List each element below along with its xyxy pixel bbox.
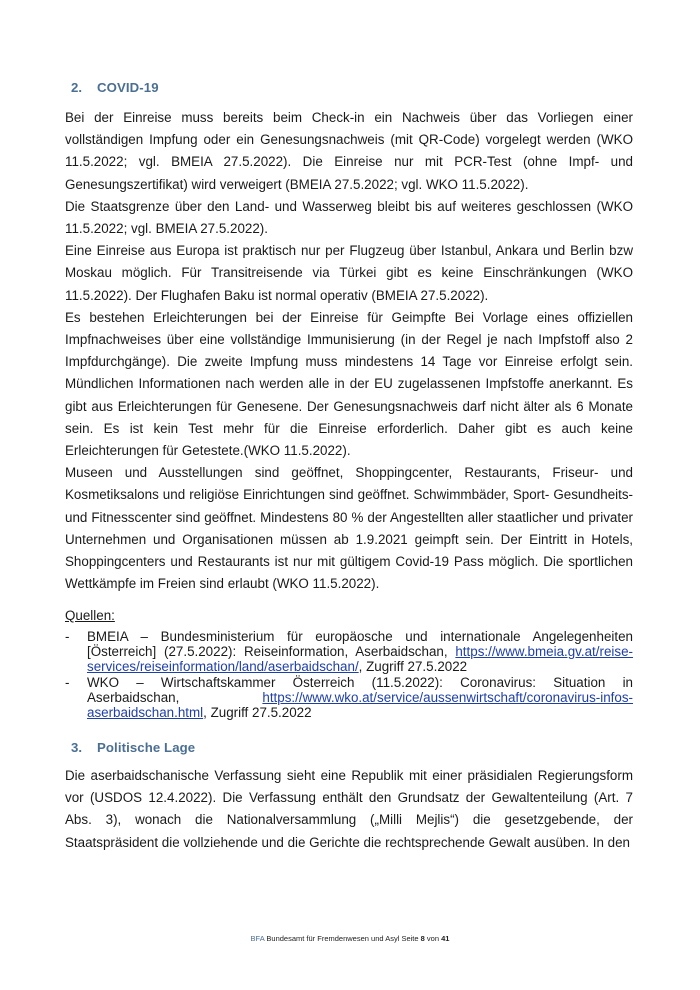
paragraph: Es bestehen Erleichterungen bei der Einreise für Geimpfte Bei Vorlage eines offiziellen Impfnachweises über eine vollständige Immunisierung (in der Regel je nach Impfstoff also 2 Impfdurchgänge). Die zweite Impfung muss mindestens 14 Tage vor Einreise erfolgt sein. Mündlichen Informationen nach werden alle in der EU zugelassenen Impfstoffe anerkannt. Es gibt aus Erleichterungen für Genesene. Der Genesungsnachweis darf nicht älter als 6 Monate sein. Es ist kein Test mehr für die Einreise erforderlich. Daher gibt es auch keine Erleichterungen für Getestete.(WKO 11.5.2022). bbox=[65, 309, 633, 459]
source-text: WKO – Wirtschaftskammer Österreich (11.5.2022): Coronavirus: Situation in Aserbaidschan, bbox=[87, 675, 633, 705]
section-title: Politische Lage bbox=[97, 740, 196, 755]
source-link[interactable]: https://www.wko.at/service/aussenwirtschaft/coronavirus-infos-aserbaidschan.html bbox=[87, 690, 633, 720]
footer-of: von bbox=[424, 934, 442, 943]
footer-page-number: 8 bbox=[420, 934, 425, 943]
footer-org: Bundesamt für Fremdenwesen und Asyl Seite bbox=[264, 934, 421, 943]
source-item bbox=[65, 675, 633, 720]
source-suffix: , Zugriff 27.5.2022 bbox=[358, 659, 468, 674]
list-dash: - bbox=[65, 629, 70, 644]
paragraph: Die aserbaidschanische Verfassung sieht eine Republik mit einer präsidialen Regierungsform vor (USDOS 12.4.2022). Die Verfassung enthält den Grundsatz der Gewaltenteilung (Art. 7 Abs. 3), wonach die Nationalversammlung („Milli Mejlis“) die gesetzgebende, der Staatspräsident die vollziehende und die Gerichte die rechtsprechende Gewalt ausüben. In den bbox=[65, 768, 633, 850]
paragraph: Museen und Ausstellungen sind geöffnet, Shoppingcenter, Restaurants, Friseur- und Kosmetiksalons und religiöse Einrichtungen sind geöffnet. Schwimmbäder, Sport- Gesundheits- und Fitnesscenter sind geöffnet. Mindestens 80 % der Angestellten aller staatlicher und privater Unternehmen und Organisationen müssen ab 1.9.2021 geimpft sein. Der Eintritt in Hotels, Shoppingcenters und Restaurants ist nur mit gültigem Covid-19 Pass möglich. Die sportlichen Wettkämpfe im Freien sind erlaubt (WKO 11.5.2022). bbox=[65, 465, 633, 592]
source-suffix: , Zugriff 27.5.2022 bbox=[203, 705, 312, 720]
sources-title: Quellen: bbox=[65, 608, 115, 623]
source-text: BMEIA – Bundesministerium für europäosche und internationale Angelegenheiten [Österreich] (27.5.2022): Reiseinformation, Aserbaidschan, bbox=[87, 629, 633, 659]
section-body-politics bbox=[65, 765, 633, 854]
list-dash: - bbox=[65, 675, 70, 690]
footer-abbr: BFA bbox=[250, 934, 265, 943]
paragraph: Bei der Einreise muss bereits beim Check-in ein Nachweis über das Vorliegen einer vollständigen Impfung oder ein Genesungsnachweis (mit QR-Code) vorgelegt werden (WKO 11.5.2022; vgl. BMEIA 27.5.2022). Die Einreise nur mit PCR-Test (ohne Impf- und Genesungszertifikat) wird verweigert (BMEIA 27.5.2022; vgl. WKO 11.5.2022). bbox=[65, 110, 633, 192]
paragraph: Die Staatsgrenze über den Land- und Wasserweg bleibt bis auf weiteres geschlossen (WKO 11.5.2022; vgl. BMEIA 27.5.2022). bbox=[65, 198, 633, 237]
section-number: 2. bbox=[71, 80, 83, 95]
sources-list bbox=[65, 629, 633, 721]
section-heading-politics bbox=[71, 740, 195, 755]
section-body-covid bbox=[65, 107, 633, 595]
paragraph: Eine Einreise aus Europa ist praktisch nur per Flugzeug über Istanbul, Ankara und Berlin bzw Moskau möglich. Für Transitreisende via Türkei gibt es keine Einschränkungen (WKO 11.5.2022). Der Flughafen Baku ist normal operativ (BMEIA 27.5.2022). bbox=[65, 243, 633, 303]
section-heading-covid bbox=[71, 80, 159, 95]
footer-total-pages: 41 bbox=[441, 934, 450, 943]
section-title: COVID-19 bbox=[97, 80, 159, 95]
section-number: 3. bbox=[71, 740, 83, 755]
page-footer bbox=[0, 934, 700, 943]
source-item bbox=[65, 629, 633, 674]
source-link[interactable]: https://www.bmeia.gv.at/reise-services/reiseinformation/land/aserbaidschan/ bbox=[87, 644, 633, 674]
